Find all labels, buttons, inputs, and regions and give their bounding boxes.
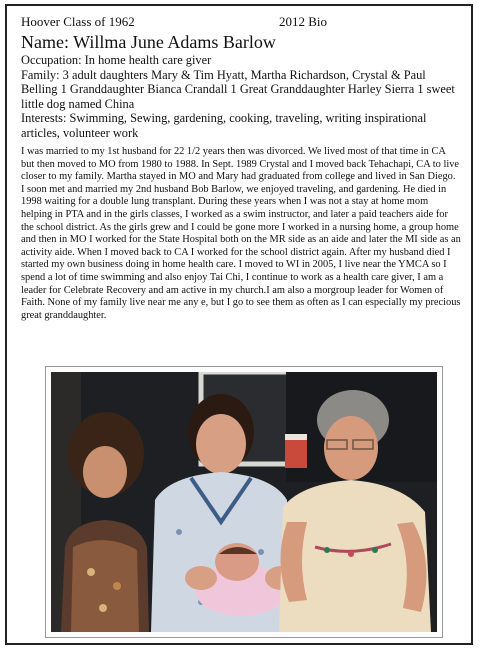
name-heading: Name: Willma June Adams Barlow: [21, 32, 276, 52]
biography-text: I was married to my 1st husband for 22 1/2 years then was divorced. We lived most of that time in CA but then moved to MO from 1980 to 1988. In Sept. 1989 Crystal and I moved back Tehachapi, CA to live closer to my family. Martha stayed in MO and Mary had graduated from college and lived in San Diego. I soon met and married my 2nd husband Bob Barlow, we enjoyed traveling, and gardening. He died in 1998 waiting for a double lung transplant. During these years when I was not a stay at home mom helping in PTA and in the girls classes, I worked as a swim instructor, and later a paid teachers aide for the school district. As the girls grew and I could be gone more I worked in a nursing home, a group home and then in MO I worked for the State Hospital both on the MR side as an aide and later the MI side as an activity aide. When I moved back to CA I worked for the school district again. After my husband died I started my own business doing in home health care. I moved to WI in 2005, I live near the YMCA so I spend a lot of time swimming and also enjoy Tai Chi, I continue to work as a health care giver, I am a leader for Celebrate Recovery and am active in my church.I am also a morgroup leader for Women of Faith. None of my family live near me any e, but I go to see them as often as I can especially my precious great granddaughter.: [21, 146, 461, 321]
bio-year: 2012 Bio: [279, 14, 328, 29]
occupation-line: Occupation: In home health care giver: [21, 53, 212, 67]
summary-block: [21, 53, 461, 141]
interests-line: Interests: Swimming, Sewing, gardening, cooking, traveling, writing inspirational articles, volunteer work: [21, 111, 427, 140]
family-photo-image: [51, 372, 437, 632]
page-header: [21, 14, 461, 30]
photo-frame: [45, 366, 443, 638]
bio-page: [5, 4, 473, 645]
family-line: Family: 3 adult daughters Mary & Tim Hyatt, Martha Richardson, Crystal & Paul Belling 1 Granddaughter Bianca Crandall 1 Great Granddaughter Harley Sierra 1 sweet little dog named China: [21, 67, 455, 111]
class-line: Hoover Class of 1962: [21, 14, 135, 29]
family-photo: [51, 372, 437, 632]
